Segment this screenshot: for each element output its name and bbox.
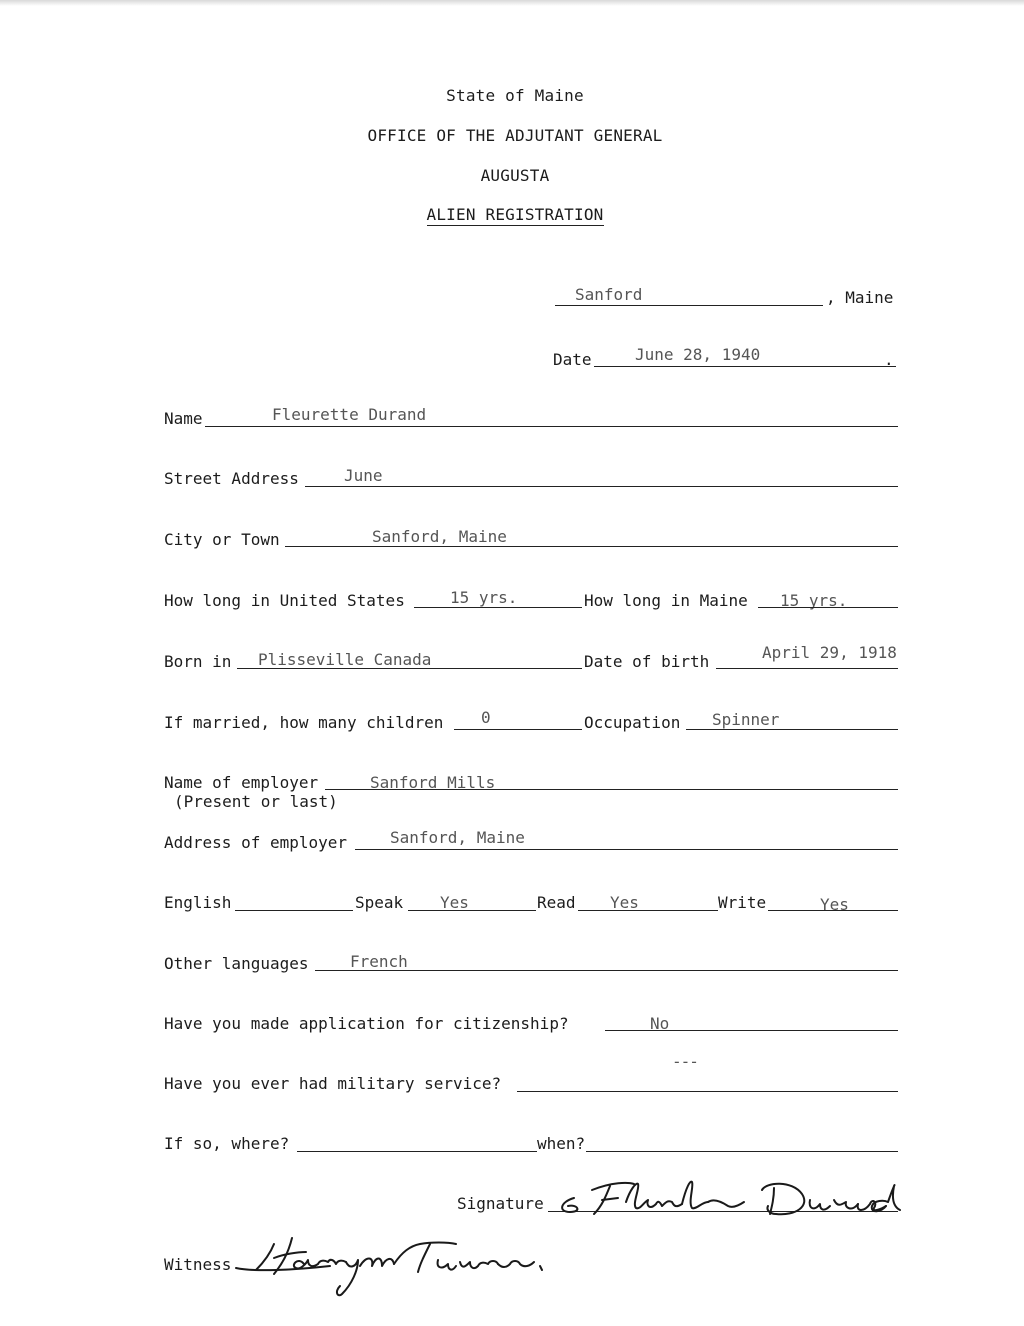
other-languages-line <box>315 970 898 971</box>
how-long-us-label: How long in United States <box>164 591 405 610</box>
children-value: 0 <box>481 708 491 727</box>
occupation-label: Occupation <box>584 713 681 732</box>
military-line <box>517 1091 898 1092</box>
citizenship-value: No <box>650 1014 670 1033</box>
name-label: Name <box>164 409 203 428</box>
how-long-us-value: 15 yrs. <box>450 588 518 607</box>
how-long-maine-line <box>758 607 898 608</box>
how-long-maine-value: 15 yrs. <box>780 591 848 610</box>
speak-line <box>408 910 536 911</box>
if-so-line <box>297 1151 537 1152</box>
date-line <box>594 366 896 367</box>
other-languages-value: French <box>350 952 408 971</box>
place-suffix: , Maine <box>826 288 894 307</box>
state-heading: State of Maine <box>446 86 584 105</box>
read-value: Yes <box>610 893 639 912</box>
english-line <box>235 910 353 911</box>
employer-label: Name of employer <box>164 773 319 792</box>
witness-handwriting <box>234 1230 554 1302</box>
born-in-line <box>237 668 582 669</box>
read-line <box>578 910 718 911</box>
write-value: Yes <box>820 895 849 914</box>
street-address-value: June <box>344 466 383 485</box>
form-title-text: ALIEN REGISTRATION <box>426 205 604 224</box>
scan-edge <box>0 0 1024 6</box>
how-long-maine-label: How long in Maine <box>584 591 748 610</box>
employer-address-line <box>355 849 898 850</box>
date-label: Date <box>553 350 592 369</box>
citizenship-label: Have you made application for citizenship? <box>164 1014 569 1033</box>
signature-handwriting <box>552 1172 902 1220</box>
born-in-value: Plisseville Canada <box>258 650 432 669</box>
children-line <box>454 729 582 730</box>
signature-label: Signature <box>457 1194 544 1213</box>
street-address-label: Street Address <box>164 469 299 488</box>
occupation-line <box>686 729 898 730</box>
write-label: Write <box>718 893 767 912</box>
children-label: If married, how many children <box>164 713 444 732</box>
military-value: --- <box>672 1052 698 1071</box>
other-languages-label: Other languages <box>164 954 309 973</box>
witness-label: Witness <box>164 1255 232 1274</box>
place-line <box>555 305 823 306</box>
citizenship-line <box>605 1030 898 1031</box>
how-long-us-line <box>414 607 582 608</box>
city-line <box>285 546 898 547</box>
occupation-value: Spinner <box>712 710 780 729</box>
place-value: Sanford <box>575 285 643 304</box>
military-label: Have you ever had military service? <box>164 1074 502 1093</box>
employer-address-label: Address of employer <box>164 833 348 852</box>
form-title <box>0 205 1024 224</box>
city-label: City or Town <box>164 530 280 549</box>
english-label: English <box>164 893 232 912</box>
employer-sublabel: (Present or last) <box>174 792 338 811</box>
date-of-birth-label: Date of birth <box>584 652 710 671</box>
street-address-line <box>305 486 898 487</box>
speak-label: Speak <box>355 893 404 912</box>
employer-value: Sanford Mills <box>370 773 496 792</box>
read-label: Read <box>537 893 576 912</box>
city-value: Sanford, Maine <box>372 527 507 546</box>
office-heading: OFFICE OF THE ADJUTANT GENERAL <box>367 126 663 145</box>
date-value: June 28, 1940 <box>635 345 761 364</box>
date-of-birth-value: April 29, 1918 <box>762 643 897 662</box>
born-in-label: Born in <box>164 652 232 671</box>
employer-line <box>325 789 898 790</box>
when-label: when? <box>537 1134 586 1153</box>
employer-address-value: Sanford, Maine <box>390 828 525 847</box>
date-period: . <box>884 350 894 369</box>
name-value: Fleurette Durand <box>272 405 427 424</box>
name-line <box>205 426 898 427</box>
write-line <box>768 910 898 911</box>
speak-value: Yes <box>440 893 469 912</box>
date-of-birth-line <box>716 668 898 669</box>
if-so-label: If so, where? <box>164 1134 290 1153</box>
when-line <box>586 1151 898 1152</box>
city-heading: AUGUSTA <box>480 166 550 185</box>
